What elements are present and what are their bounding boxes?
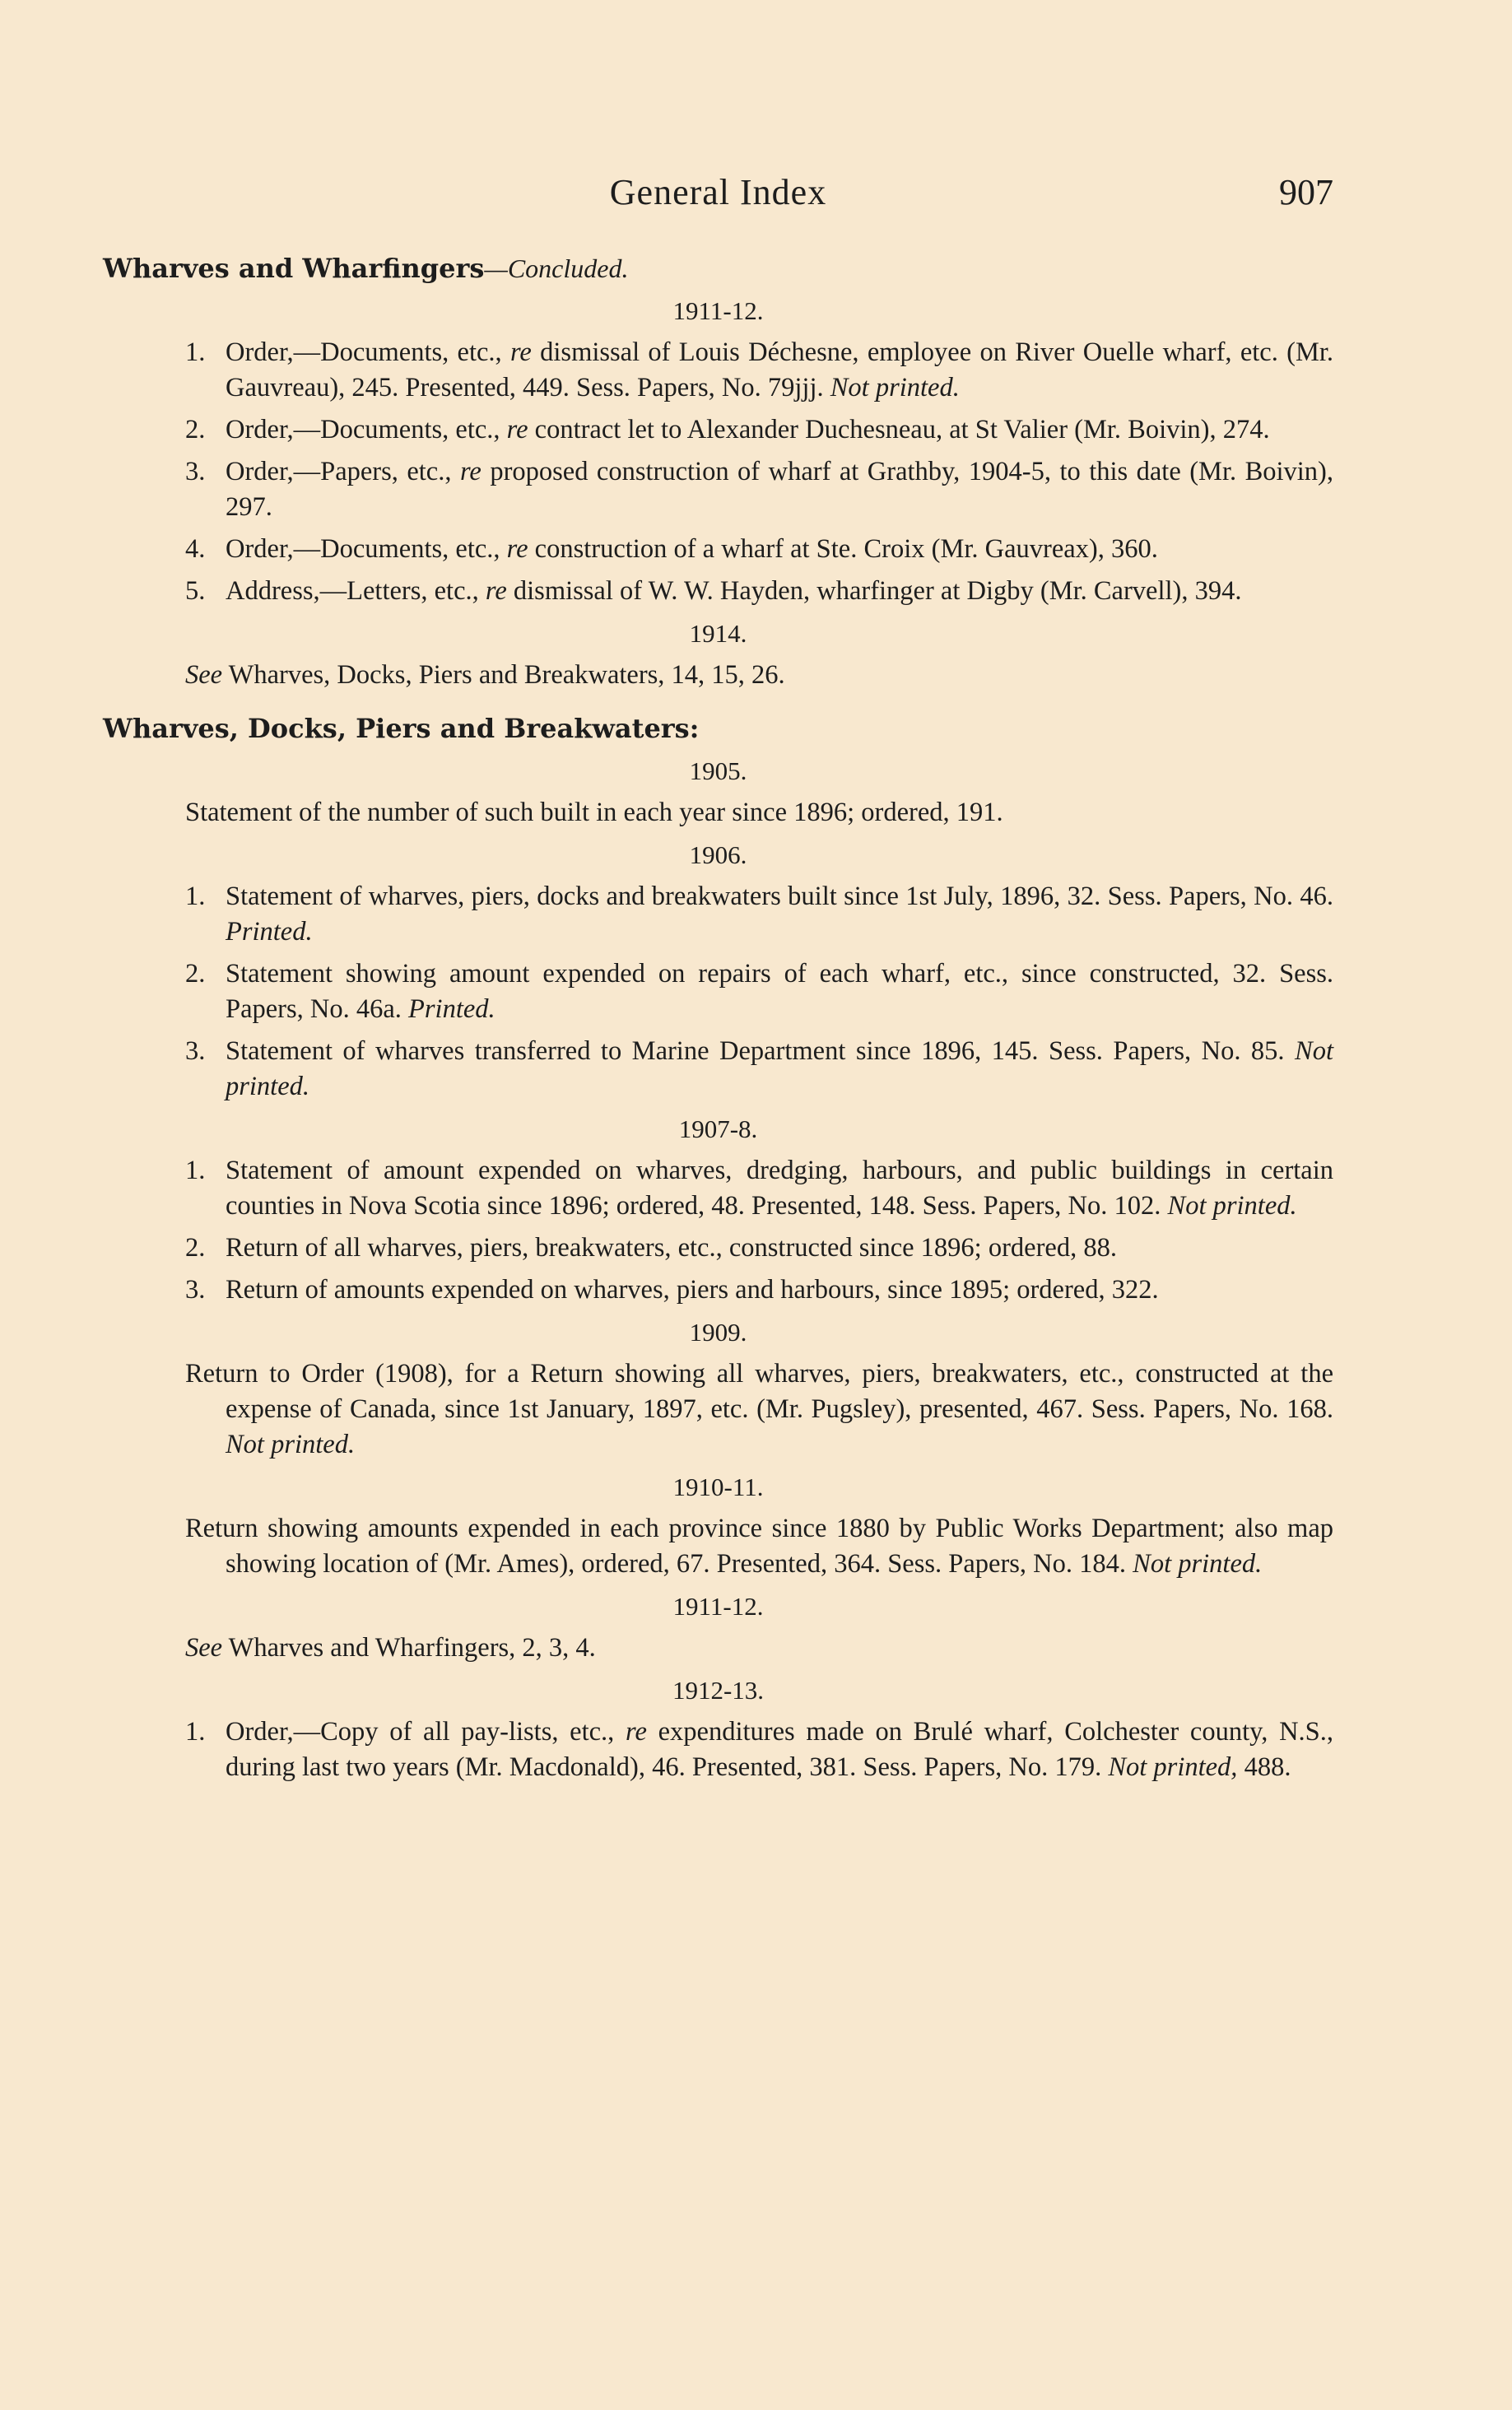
entry-text: Statement of wharves transferred to Marine Department since 1896, 145. Sess. Papers, No. 85. (226, 1036, 1285, 1066)
year-heading: 1912-13. (672, 1676, 765, 1705)
entry-number: 5. (185, 576, 206, 606)
entry-text: Statement of amount expended on wharves, dredging, harbours, and public buildings in certain counties in Nova Scotia since 1896; ordered, 48. Presented, 148. Sess. Papers, No. 102. (226, 1156, 1333, 1221)
section-heading-suffix: —Concluded. (484, 254, 629, 283)
see-text: Wharves, Docks, Piers and Breakwaters, 14, 15, 26. (228, 660, 785, 690)
entry-status: Not printed. (830, 373, 960, 402)
entry-number: 1. (185, 1156, 206, 1185)
index-paragraph (103, 795, 1333, 830)
section-heading (103, 711, 1333, 747)
entry-text: Order,—Documents, etc., re contract let to Alexander Duchesneau, at St Valier (Mr. Boivin), 274. (226, 415, 1270, 444)
entry-status: Not printed. (1167, 1191, 1297, 1221)
entry-text: Return of amounts expended on wharves, piers and harbours, since 1895; ordered, 322. (226, 1275, 1159, 1305)
entry-text: Statement of wharves, piers, docks and breakwaters built since 1st July, 1896, 32. Sess. Papers, No. 46. (226, 882, 1333, 911)
index-paragraph (103, 1511, 1333, 1582)
index-entry (103, 532, 1333, 567)
index-content (103, 251, 1333, 1803)
paragraph-text: Statement of the number of such built in each year since 1896; ordered, 191. (185, 798, 1003, 827)
index-section (103, 251, 1333, 693)
paragraph-text: Return to Order (1908), for a Return showing all wharves, piers, breakwaters, etc., constructed at the expense of Canada, since 1st January, 1897, etc. (Mr. Pugsley), presented, 467. Sess. Papers, No. 168. (185, 1359, 1333, 1424)
see-reference (103, 658, 1333, 693)
index-entry (103, 335, 1333, 406)
index-section (103, 711, 1333, 1785)
running-head (103, 171, 1333, 221)
entry-after: 488. (1237, 1752, 1291, 1782)
year-heading: 1911-12. (672, 1592, 764, 1621)
index-entry (103, 956, 1333, 1027)
entry-text: Order,—Documents, etc., re construction of a wharf at Ste. Croix (Mr. Gauvreax), 360. (226, 534, 1158, 564)
entry-number: 1. (185, 882, 206, 911)
year-heading: 1911-12. (672, 296, 764, 325)
entry-text: Order,—Copy of all pay-lists, etc., re expenditures made on Brulé wharf, Colchester county, N.S., during last two years (Mr. Macdonald), 46. Presented, 381. Sess. Papers, No. 179. (226, 1717, 1333, 1782)
entry-number: 1. (185, 337, 206, 367)
entry-number: 3. (185, 1036, 206, 1066)
index-paragraph (103, 1356, 1333, 1463)
entry-number: 1. (185, 1717, 206, 1747)
index-entry (103, 412, 1333, 448)
year-heading: 1906. (689, 840, 747, 869)
index-entry (103, 574, 1333, 609)
year-heading: 1914. (689, 619, 747, 648)
year-heading: 1907-8. (678, 1114, 758, 1143)
section-heading-text: Wharves, Docks, Piers and Breakwaters: (103, 713, 700, 744)
section-heading-text: Wharves and Wharfingers (103, 253, 485, 284)
entry-status: Printed. (408, 994, 495, 1024)
page-number: 907 (1279, 172, 1333, 212)
entry-text: Statement showing amount expended on repairs of each wharf, etc., since constructed, 32. Sess. Papers, No. 46a. (226, 959, 1333, 1024)
entry-status: Not printed. (226, 1036, 1333, 1101)
entry-number: 2. (185, 959, 206, 989)
index-entry (103, 1034, 1333, 1105)
see-label: See (185, 660, 223, 690)
entry-text: Return of all wharves, piers, breakwaters, etc., constructed since 1896; ordered, 88. (226, 1233, 1117, 1263)
year-heading: 1905. (689, 756, 747, 785)
entry-number: 3. (185, 457, 206, 486)
index-entry (103, 879, 1333, 950)
index-entry (103, 1272, 1333, 1308)
section-heading (103, 251, 1333, 286)
entry-status: Printed. (226, 917, 313, 947)
see-text: Wharves and Wharfingers, 2, 3, 4. (228, 1633, 596, 1663)
entry-number: 2. (185, 1233, 206, 1263)
see-reference (103, 1631, 1333, 1666)
paragraph-text: Return showing amounts expended in each province since 1880 by Public Works Department; also map showing location of (Mr. Ames), ordered, 67. Presented, 364. Sess. Papers, No. 184. (185, 1514, 1333, 1579)
entry-text: Order,—Documents, etc., re dismissal of Louis Déchesne, employee on River Ouelle wharf, etc. (Mr. Gauvreau), 245. Presented, 449. Sess. Papers, No. 79jjj. (226, 337, 1334, 402)
index-entry (103, 1153, 1333, 1224)
index-entry (103, 1714, 1333, 1785)
paragraph-status: Not printed. (1133, 1549, 1263, 1579)
entry-number: 3. (185, 1275, 206, 1305)
see-label: See (185, 1633, 223, 1663)
entry-text: Address,—Letters, etc., re dismissal of W. W. Hayden, wharfinger at Digby (Mr. Carvell), 394. (226, 576, 1242, 606)
page-title: General Index (609, 172, 827, 212)
index-entry (103, 1231, 1333, 1266)
index-entry (103, 454, 1333, 525)
entry-text: Order,—Papers, etc., re proposed construction of wharf at Grathby, 1904-5, to this date (Mr. Boivin), 297. (226, 457, 1334, 522)
entry-number: 4. (185, 534, 206, 564)
entry-status: Not printed, (1108, 1752, 1238, 1782)
year-heading: 1910-11. (672, 1473, 764, 1501)
year-heading: 1909. (689, 1318, 747, 1347)
entry-number: 2. (185, 415, 206, 444)
paragraph-status: Not printed. (226, 1430, 356, 1459)
